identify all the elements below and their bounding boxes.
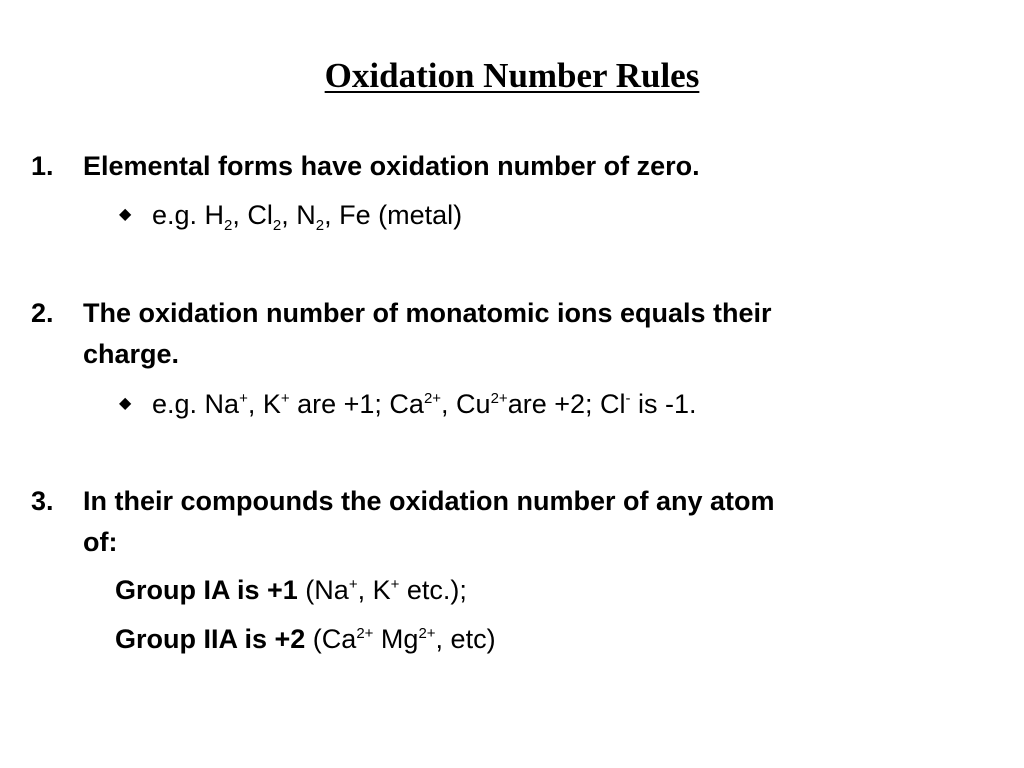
diamond-bullet-icon: ◆	[119, 206, 132, 223]
rule-2-text-line-2: charge.	[83, 339, 180, 369]
diamond-bullet-icon: ◆	[119, 395, 132, 412]
rule-3-number: 3.	[31, 486, 54, 516]
rule-1-text: Elemental forms have oxidation number of zero.	[83, 151, 700, 181]
rule-3-group-ia: Group IA is +1 (Na+, K+ etc.);	[115, 575, 467, 605]
rule-2-text-line-1: The oxidation number of monatomic ions equals their	[83, 298, 772, 328]
rule-1-example: e.g. $H_2$, $Cl_2$, $N_2$, Fe (metal)	[152, 200, 463, 234]
slide-title: Oxidation Number Rules	[324, 56, 700, 95]
rule-3-text-line-2: of:	[83, 527, 118, 557]
rule-3-group-iia: Group IIA is +2 ($Ca^{2+}$ $Mg^{2+}$, etc)	[115, 624, 496, 654]
rule-2-number: 2.	[31, 298, 54, 328]
rule-2-example: e.g. Na+, K+ are +1; $Ca^{2+}$, $Cu^{2+}are +2$; Cl- is -1.	[152, 389, 697, 419]
rule-3-text-line-1: In their compounds the oxidation number of any atom	[83, 486, 775, 516]
rule-1-number: 1.	[31, 151, 54, 181]
